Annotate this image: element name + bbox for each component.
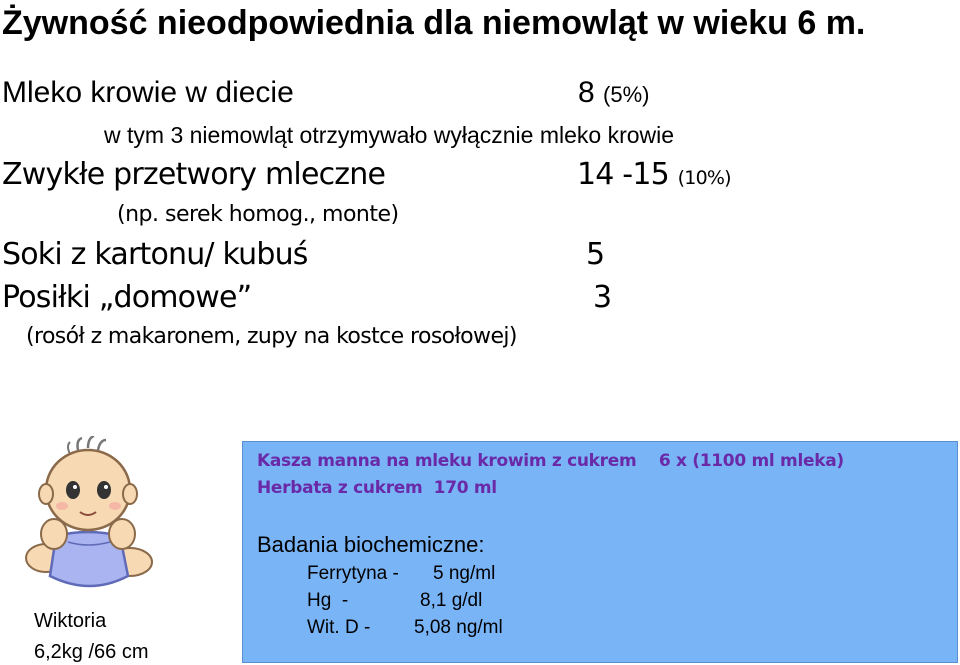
hemoglobin-label: Hg - <box>307 590 349 611</box>
homemade-note: (rosół z makaronem, zupy na kostce rosołowej) <box>26 324 517 349</box>
milk-note: w tym 3 niemowląt otrzymywało wyłącznie mleko krowie <box>104 122 675 148</box>
juice-value: 5 <box>586 237 606 272</box>
tea-line: Herbata z cukrem 170 ml <box>257 478 497 498</box>
baby-measurements: 6,2kg /66 cm <box>34 641 149 663</box>
homemade-label: Posiłki „domowe” <box>2 280 252 315</box>
hemoglobin-value: 8,1 g/dl <box>420 590 483 611</box>
ferritin-value: 5 ng/ml <box>433 563 496 584</box>
diet-info-box <box>242 441 958 663</box>
dairy-label: Zwykłe przetwory mleczne <box>2 157 386 192</box>
semolina-line: Kasza manna na mleku krowim z cukrem 6 x (1100 ml mleka) <box>257 451 844 471</box>
dairy-note: (np. serek homog., monte) <box>117 202 399 227</box>
baby-icon <box>18 436 168 596</box>
vitamin-d-value: 5,08 ng/ml <box>414 617 503 638</box>
dairy-value: 14 -15 (10%) <box>577 157 731 192</box>
homemade-value: 3 <box>593 280 613 315</box>
baby-name: Wiktoria <box>34 610 107 632</box>
milk-value: 8 (5%) <box>578 76 650 109</box>
ferritin-label: Ferrytyna - <box>307 563 399 584</box>
biochem-heading: Badania biochemiczne: <box>257 532 485 557</box>
juice-label: Soki z kartonu/ kubuś <box>2 237 308 272</box>
page-title: Żywność nieodpowiednia dla niemowląt w wieku 6 m. <box>2 4 866 42</box>
vitamin-d-label: Wit. D - <box>307 617 371 638</box>
milk-label: Mleko krowie w diecie <box>2 76 294 109</box>
